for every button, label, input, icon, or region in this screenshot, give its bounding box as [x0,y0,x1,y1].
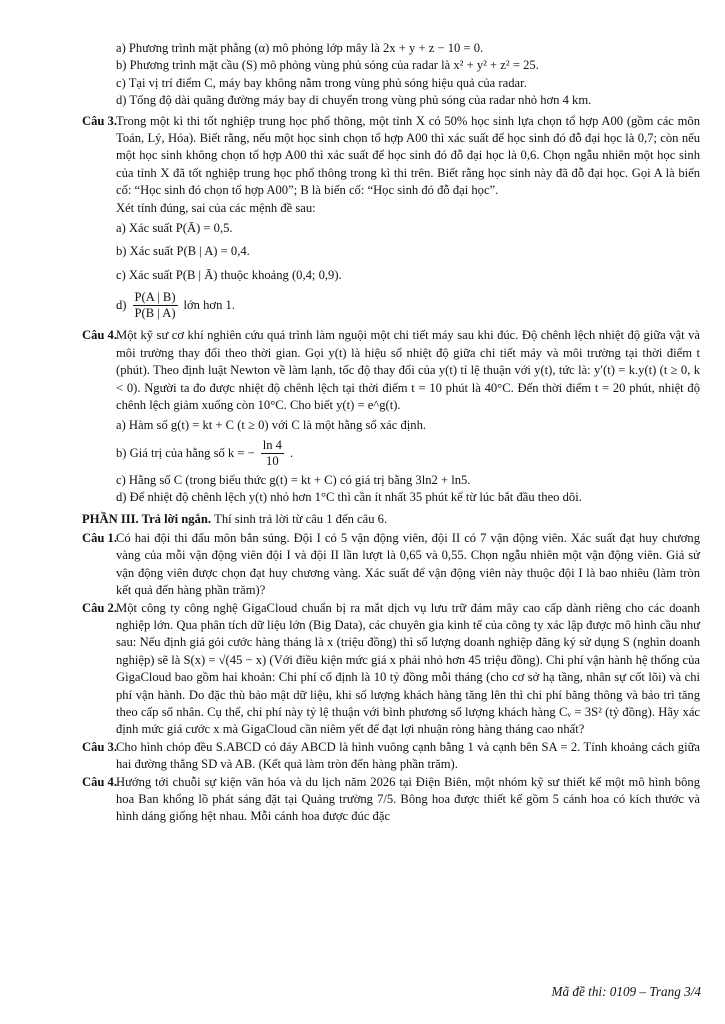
part-3-instruction: Thí sinh trả lời từ câu 1 đến câu 6. [214,511,388,526]
question-4 [82,327,700,506]
part3-question-1-text: Có hai đội thi đấu môn bắn súng. Đội I có 5 vận động viên, đội II có 7 vận động viên. Xác suất đạt huy chương vàng của mỗi vận động viên đội I và đội II lần lượt là 0,65 và 0,55. Chọn ngẫu nhiên một vận động viên. Giả sử vận động viên được chọn đạt huy chương vàng. Xác suất để vận động viên này thuộc đội I là bao nhiêu (làm tròn kết quả đến hàng phần trăm)? [116,530,700,598]
q4-option-a: a) Hàm số g(t) = kt + C (t ≥ 0) với C là một hằng số xác định. [116,418,427,433]
q3-option-d-denominator: P(B | A) [134,306,176,321]
q3-option-c: c) Xác suất P(B | Ā) thuộc khoảng (0,4; 0,9). [116,267,342,282]
q4-option-b-fraction [261,438,284,469]
q3-option-d-prefix: d) [116,298,127,313]
part3-question-2-text: Một công ty công nghệ GigaCloud chuẩn bị ra mắt dịch vụ lưu trữ đám mây cao cấp dành riêng cho các doanh nghiệp lớn. Qua phân tích dữ liệu lớn (Big Data), các chuyên gia kinh tế của công ty xác lập được mô hình cầu như sau: Nếu định giá gói cước hàng tháng là x (triệu đồng) thì số lượng doanh nghiệp đăng ký sử dụng S (nghìn doanh nghiệp) sẽ là S(x) = √(45 − x) (Với điều kiện mức giá x phải nhỏ hơn 45 triệu đồng). Chi phí vận hành hệ thống của GigaCloud bao gồm hai khoản: Chi phí cố định là 10 tỷ đồng mỗi tháng (cho cơ sở hạ tầng, nhân sự cốt lõi) và chi phí vận hành. Do đặc thù bảo mật dữ liệu, khi số lượng khách hàng tăng lên thì chi phí băng thông và bảo trì tăng theo cấp số nhân. Cụ thể, chi phí này tỷ lệ thuận với bình phương số lượng khách hàng Cᵥ = 3S² (tỷ đồng). Hãy xác định mức giá cước x mà GigaCloud cần niêm yết để đạt lợi nhuận ròng hàng tháng cao nhất? [116,600,700,737]
part3-question-4-label: Câu 4. [82,774,117,789]
question-4-stem: Một kỹ sư cơ khí nghiên cứu quá trình làm nguội một chi tiết máy sau khi đúc. Độ chênh lệch nhiệt độ giữa vật và môi trường thay đổi theo thời gian. Gọi y(t) là hiệu số nhiệt độ giữa chi tiết máy và môi trường tại thời điểm t (phút). Theo định luật Newton về làm lạnh, tốc độ thay đổi của y(t) tỉ lệ thuận với y(t), tức là: y′(t) = k.y(t) (t ≥ 0, k < 0). Người ta đo được nhiệt độ chênh lệch tại thời điểm t = 10 phút là 40°C. Đến thời điểm t = 20 phút, nhiệt độ chênh lệch giảm xuống còn 10°C. Cho biết y(t) = e^g(t). [116,328,700,412]
part3-question-2 [82,600,700,739]
q3-option-d-suffix: lớn hơn 1. [183,298,235,313]
q4-option-b-prefix: b) Giá trị của hằng số k = − [116,445,255,460]
part3-question-4 [82,774,700,826]
part3-question-1-label: Câu 1. [82,530,117,545]
question-3-stem: Trong một kì thi tốt nghiệp trung học phổ thông, một tỉnh X có 50% học sinh lựa chọn tổ hợp A00 (gồm các môn Toán, Lý, Hóa). Biết rằng, nếu một học sinh chọn tổ hợp A00 thì xác suất để học sinh đó đỗ đại học là 0,7; còn nếu một học sinh không chọn tổ hợp A00 thì xác suất để học sinh đó đỗ đại học là 0,6. Chọn ngẫu nhiên một học sinh của tỉnh X đã tốt nghiệp trung học phổ thông trong kì thi trên. Biết rằng học sinh này đã đỗ đại học. Gọi A là biến cố: “Học sinh đó chọn tổ hợp A00”; B là biến cố: “Học sinh đó đỗ đại học”. [116,113,700,198]
q4-option-d: d) Để nhiệt độ chênh lệch y(t) nhỏ hơn 1°C thì cần ít nhất 35 phút kể từ lúc bắt đầu theo dõi. [116,490,582,505]
page-footer: Mã đề thi: 0109 – Trang 3/4 [551,983,701,999]
q3-option-d-numerator: P(A | B) [134,290,176,305]
q2-option-c: c) Tại vị trí điểm C, máy bay không nằm trong vùng phủ sóng hiệu quả của radar. [116,75,527,90]
part3-question-1 [82,530,700,600]
part3-question-2-label: Câu 2. [82,600,117,615]
question-3-instruction: Xét tính đúng, sai của các mệnh đề sau: [116,200,316,215]
part3-question-3 [82,739,700,774]
q3-option-d-fraction [133,290,178,321]
part-3-heading [82,511,700,528]
part-3-title: PHẦN III. Trả lời ngắn. [82,511,211,526]
q2-option-d: d) Tổng độ dài quãng đường máy bay di chuyển trong vùng phủ sóng của radar nhỏ hơn 4 km. [116,93,592,108]
q2-option-a: a) Phương trình mặt phẳng (α) mô phỏng lớp mây là 2x + y + z − 10 = 0. [116,41,484,55]
question-4-label: Câu 4. [82,328,117,343]
q4-option-c: c) Hằng số C (trong biểu thức g(t) = kt + C) có giá trị bằng 3ln2 + ln5. [116,472,471,487]
page-content [82,40,700,826]
q4-option-b-denominator: 10 [266,453,279,468]
q4-option-b [116,438,700,469]
part3-question-4-text: Hướng tới chuỗi sự kiện văn hóa và du lịch năm 2026 tại Điện Biên, một nhóm kỹ sư thiết kế một mô hình bông hoa Ban khổng lồ phát sáng đặt tại Quảng trường 7/5. Bông hoa được thiết kế gồm 5 cánh hoa có kích thước và hình dáng giống hệt nhau. Mỗi cánh hoa được đúc đặc [116,774,700,824]
part3-question-3-text: Cho hình chóp đều S.ABCD có đáy ABCD là hình vuông cạnh bằng 1 và cạnh bên SA = 2. Tính khoảng cách giữa hai đường thẳng SD và AB. (Kết quả làm tròn đến hàng phần trăm). [116,739,700,772]
q4-option-b-numerator: ln 4 [262,437,282,452]
q2-option-b: b) Phương trình mặt cầu (S) mô phỏng vùng phủ sóng của radar là x² + y² + z² = 25. [116,58,539,73]
question-3-label: Câu 3. [82,113,117,128]
q3-option-d [116,290,700,321]
q3-option-a: a) Xác suất P(Ā) = 0,5. [116,221,233,236]
q3-option-b: b) Xác suất P(B | A) = 0,4. [116,244,250,259]
question-3 [82,113,700,322]
q4-option-b-suffix: . [289,445,294,460]
part3-question-3-label: Câu 3. [82,739,117,754]
